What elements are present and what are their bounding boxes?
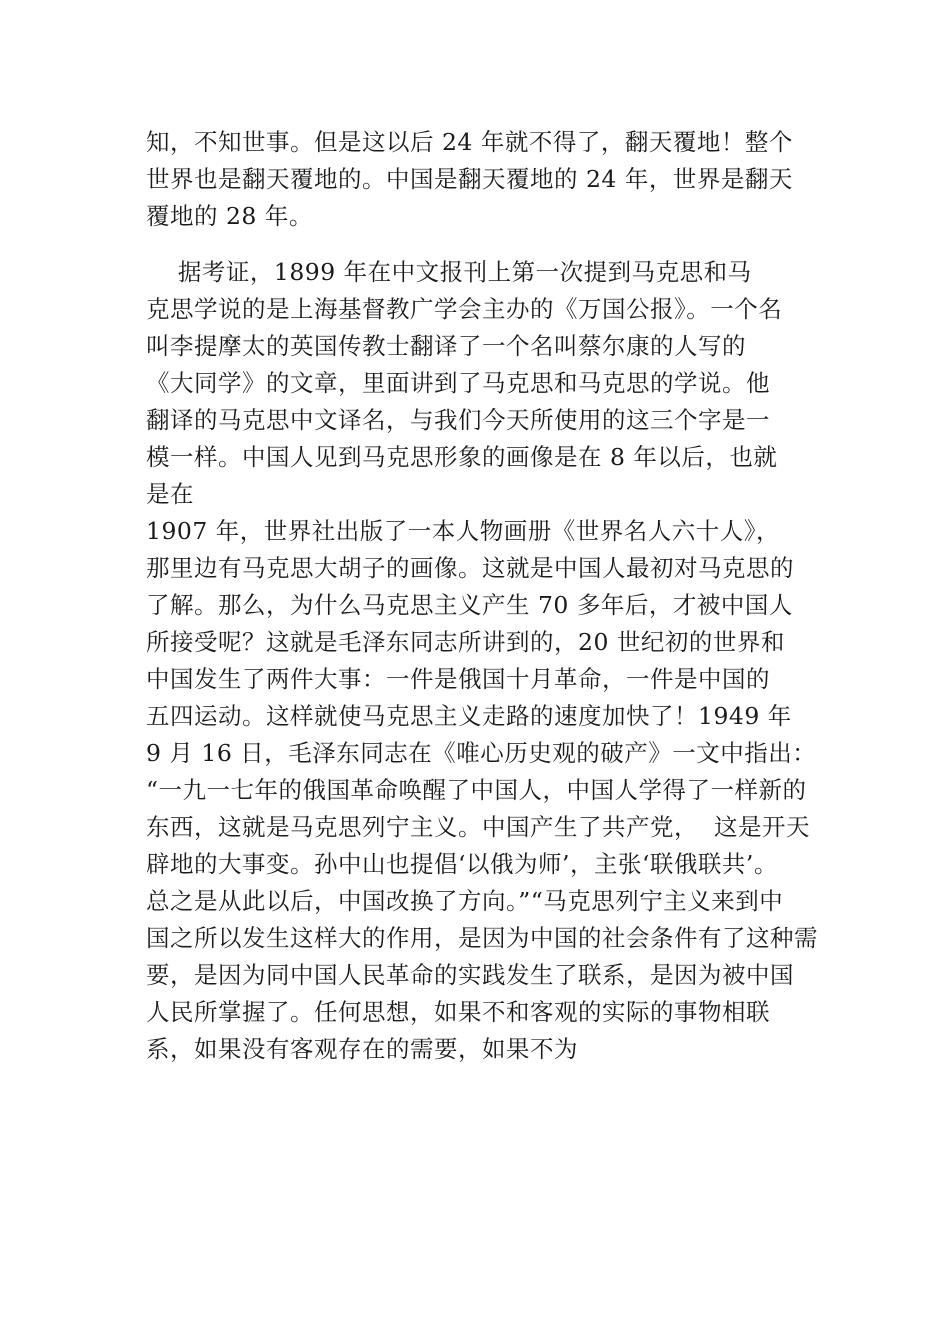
text-line: 克思学说的是上海基督教广学会主办的《万国公报》。一个名: [146, 295, 783, 323]
text-line: 知，不知世事。但是这以后 24 年就不得了，翻天覆地！整个: [146, 128, 793, 156]
text-line: 世界也是翻天覆地的。中国是翻天覆地的 24 年，世界是翻天: [146, 165, 793, 193]
text-line: 据考证，1899 年在中文报刊上第一次提到马克思和马: [146, 258, 752, 286]
text-line: 国之所以发生这样大的作用，是因为中国的社会条件有了这种需: [146, 924, 818, 952]
text-line: 辟地的大事变。孙中山也提倡‘以俄为师’，主张‘联俄联共’。: [146, 850, 778, 878]
text-line: 中国发生了两件大事：一件是俄国十月革命，一件是中国的: [146, 665, 770, 693]
text-line: 五四运动。这样就使马克思主义走路的速度加快了！1949 年: [146, 702, 792, 730]
text-line: 覆地的 28 年。: [146, 202, 313, 230]
text-line: 总之是从此以后，中国改换了方向。”“马克思列宁主义来到中: [146, 887, 784, 915]
text-line: 东西，这就是马克思列宁主义。中国产生了共产党， 这是开天: [146, 813, 810, 841]
text-line: 了解。那么，为什么马克思主义产生 70 多年后，才被中国人: [146, 591, 793, 619]
text-line: 9 月 16 日，毛泽东同志在《唯心历史观的破产》一文中指出：: [146, 739, 817, 767]
text-line: “一九一七年的俄国革命唤醒了中国人，中国人学得了一样新的: [146, 776, 807, 804]
text-line: 翻译的马克思中文译名，与我们今天所使用的这三个字是一: [146, 406, 770, 434]
text-line: 叫李提摩太的英国传教士翻译了一个名叫蔡尔康的人写的: [146, 332, 746, 360]
text-line: 《大同学》的文章，里面讲到了马克思和马克思的学说。他: [146, 369, 770, 397]
text-line: 那里边有马克思大胡子的画像。这就是中国人最初对马克思的: [146, 554, 794, 582]
text-line: 是在: [146, 480, 194, 508]
paragraph-1: [146, 124, 826, 235]
text-line: 要，是因为同中国人民革命的实践发生了联系，是因为被中国: [146, 961, 794, 989]
text-line: 1907 年，世界社出版了一本人物画册《世界名人六十人》，: [146, 517, 781, 545]
text-line: 系，如果没有客观存在的需要，如果不为: [146, 1035, 578, 1063]
text-line: 模一样。中国人见到马克思形象的画像是在 8 年以后，也就: [146, 443, 778, 471]
text-line: 所接受呢？这就是毛泽东同志所讲到的，20 世纪初的世界和: [146, 628, 785, 656]
paragraph-2: [146, 254, 826, 1068]
text-line: 人民所掌握了。任何思想，如果不和客观的实际的事物相联: [146, 998, 770, 1026]
